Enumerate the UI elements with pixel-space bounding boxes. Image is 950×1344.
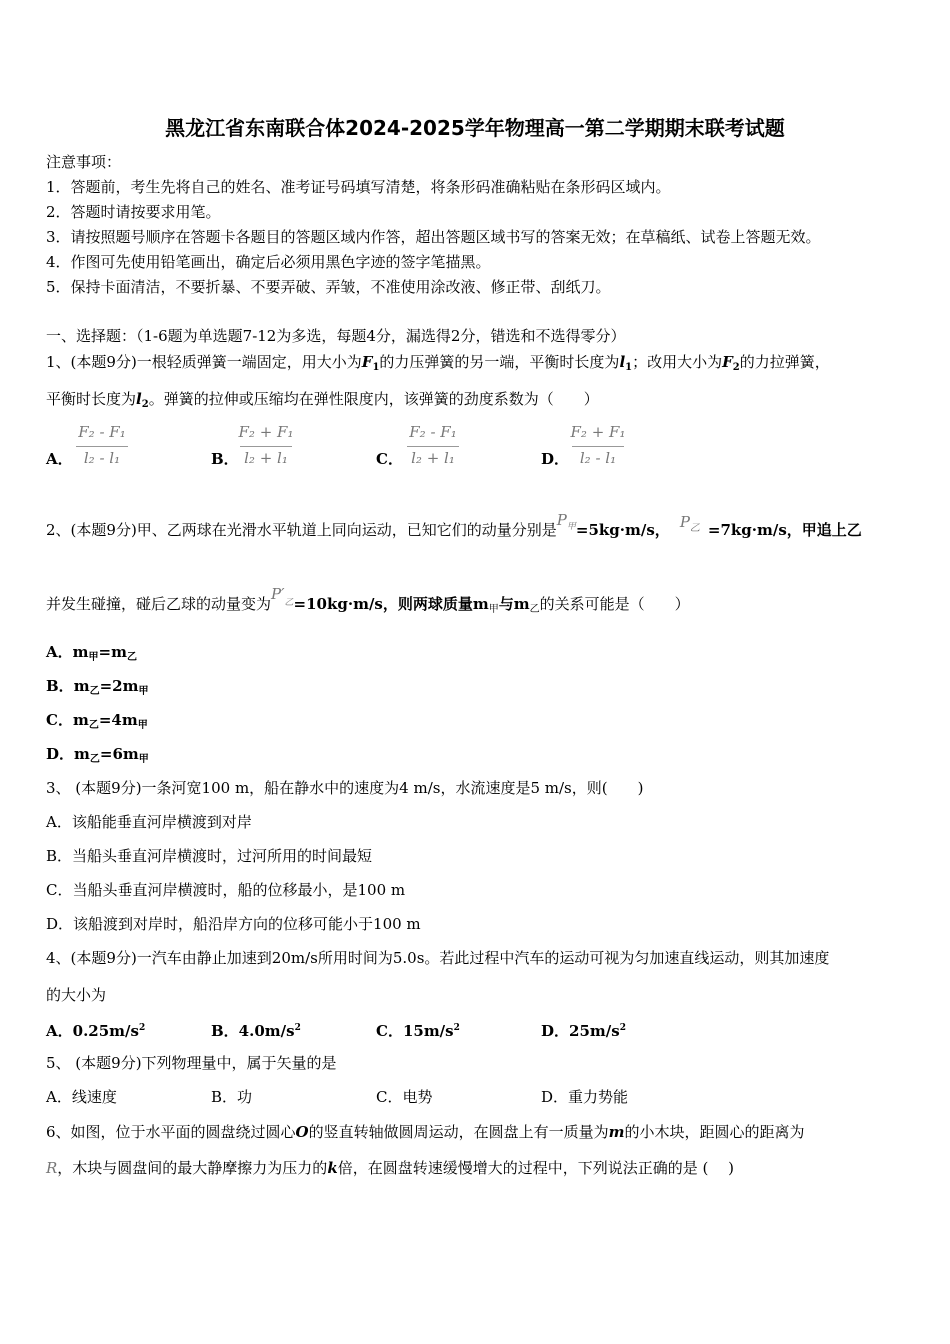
question-1-line-1: 1、(本题9分)一根轻质弹簧一端固定，用大小为$F_1$的力压弹簧的另一端，平衡时长度为$l_1$；改用大小为$F_2$的力拉弹簧， <box>46 353 830 373</box>
q1-option-d-fraction <box>568 423 632 479</box>
fraction-numerator: F₂ + F₁ <box>238 423 294 441</box>
question-4-stem-line-1: 4、(本题9分)一汽车由静止加速到20m/s所用时间为5.0s。若此过程中汽车的运动可视为匀加速直线运动，则其加速度 <box>46 949 830 967</box>
question-5-stem: 5、 (本题9分)下列物理量中，属于矢量的是 <box>46 1054 337 1072</box>
notice-item: 1．答题前，考生先将自己的姓名、准考证号码填写清楚，将条形码准确粘贴在条形码区域内。 <box>46 178 671 196</box>
fraction-bar <box>240 446 292 447</box>
q4-option-c: C．$15m/s^2$ <box>376 1022 460 1040</box>
question-4-stem-line-2: 的大小为 <box>46 986 107 1004</box>
q5-option-d: D．重力势能 <box>541 1088 629 1106</box>
fraction-denominator: l₂ - l₁ <box>579 449 617 467</box>
q2-option-b: B．$m_乙=2m_甲$ <box>46 677 149 697</box>
q4-option-b: B．$4.0m/s^2$ <box>211 1022 301 1040</box>
q1-option-b-fraction <box>236 423 300 479</box>
q2-option-a: A．$m_甲=m_乙$ <box>46 643 137 663</box>
q3-option-d: D．该船渡到对岸时，船沿岸方向的位移可能小于100 m <box>46 915 421 933</box>
question-6-line-2: R，木块与圆盘间的最大静摩擦力为压力的k倍，在圆盘转速缓慢增大的过程中，下列说法正确的是 ( ) <box>46 1159 734 1177</box>
fraction-numerator: F₂ - F₁ <box>78 423 126 441</box>
fraction-numerator: F₂ - F₁ <box>409 423 457 441</box>
question-6-line-1: 6、如图，位于水平面的圆盘绕过圆心O的竖直转轴做圆周运动，在圆盘上有一质量为m的小木块，距圆心的距离为 <box>46 1123 805 1141</box>
fraction-denominator: l₂ - l₁ <box>83 449 121 467</box>
question-3-stem: 3、 (本题9分)一条河宽100 m，船在静水中的速度为4 m/s，水流速度是5 m/s，则( ) <box>46 779 644 797</box>
fraction-denominator: l₂ + l₁ <box>244 449 288 467</box>
fraction-numerator: F₂ + F₁ <box>570 423 626 441</box>
q5-option-b: B．功 <box>211 1088 253 1106</box>
q2-option-d: D．$m_乙=6m_甲$ <box>46 745 149 765</box>
notice-item: 4．作图可先使用铅笔画出，确定后必须用黑色字迹的签字笔描黑。 <box>46 253 491 271</box>
fraction-denominator: l₂ + l₁ <box>411 449 455 467</box>
page-title: 黑龙江省东南联合体2024-2025学年物理高一第二学期期末联考试题 <box>165 116 785 140</box>
q5-option-c: C．电势 <box>376 1088 433 1106</box>
notice-item: 3．请按照题号顺序在答题卡各题目的答题区域内作答，超出答题区域书写的答案无效；在草稿纸、试卷上答题无效。 <box>46 228 821 246</box>
q1-option-a-fraction <box>72 423 136 479</box>
q1-option-d-label: D． <box>541 450 570 468</box>
q1-option-c-label: C． <box>376 450 403 468</box>
q3-option-c: C．当船头垂直河岸横渡时，船的位移最小，是100 m <box>46 881 406 899</box>
fraction-bar <box>572 446 624 447</box>
section-heading: 一、选择题：（1-6题为单选题7-12为多选，每题4分，漏选得2分，错选和不选得零分） <box>46 327 626 345</box>
q5-option-a: A．线速度 <box>46 1088 117 1106</box>
q3-option-b: B．当船头垂直河岸横渡时，过河所用的时间最短 <box>46 847 373 865</box>
q4-option-a: A．$0.25m/s^2$ <box>46 1022 146 1040</box>
question-2-line-1: 2、(本题9分)甲、乙两球在光滑水平轨道上同向运动，已知它们的动量分别是$P^甲=5kg\cdot m/s$， $P^乙 =7kg\cdot m/s$，甲追上乙 <box>46 511 862 539</box>
q3-option-a: A．该船能垂直河岸横渡到对岸 <box>46 813 252 831</box>
question-1-line-2: 平衡时长度为$l_2$。弹簧的拉伸或压缩均在弹性限度内，该弹簧的劲度系数为（ ） <box>46 390 599 410</box>
q1-option-a-label: A． <box>46 450 73 468</box>
notice-item: 5．保持卡面清洁，不要折暴、不要弄破、弄皱，不准使用涂改液、修正带、刮纸刀。 <box>46 278 611 296</box>
q4-option-d: D．$25m/s^2$ <box>541 1022 626 1040</box>
fraction-bar <box>407 446 459 447</box>
notice-heading: 注意事项： <box>46 153 122 171</box>
q2-option-c: C．$m_乙=4m_甲$ <box>46 711 148 731</box>
q1-option-b-label: B． <box>211 450 239 468</box>
fraction-bar <box>76 446 128 447</box>
notice-item: 2．答题时请按要求用笔。 <box>46 203 221 221</box>
q1-option-c-fraction <box>403 423 467 479</box>
question-2-line-2: 并发生碰撞，碰后乙球的动量变为$P'^乙=10kg\cdot m/s$，则两球质量$m_甲$与$m_乙$的关系可能是（ ） <box>46 585 690 615</box>
